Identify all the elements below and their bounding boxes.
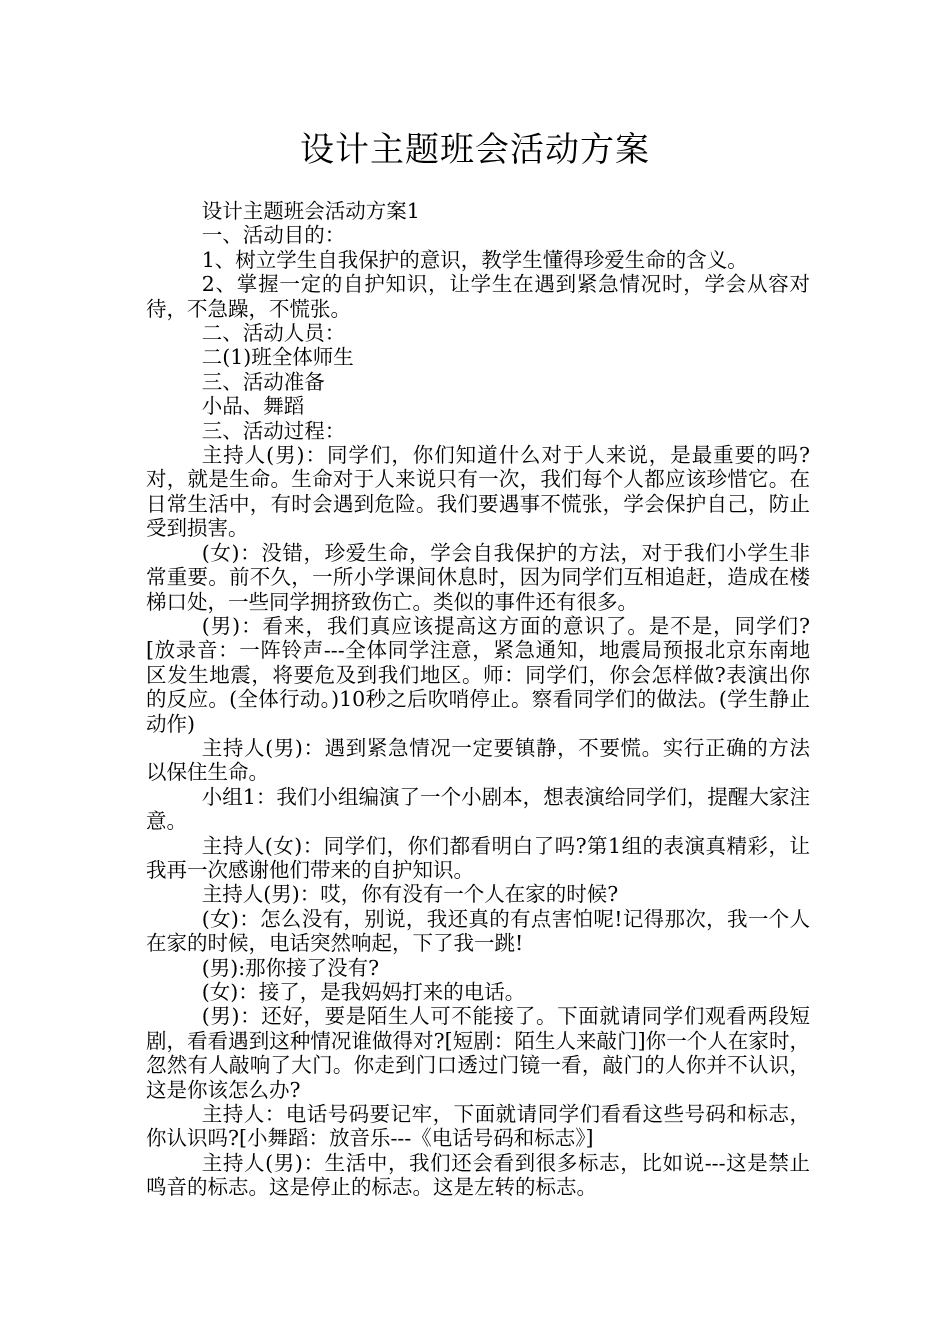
paragraph-section-heading: 设计主题班会活动方案1	[201, 199, 420, 223]
paragraph-dialogue: 主持人(男)：生活中，我们还会看到很多标志，比如说---这是禁止鸣音的标志。这是停止的标志。这是左转的标志。	[146, 1150, 810, 1200]
paragraph-dialogue: (女)：怎么没有，别说，我还真的有点害怕呢!记得那次，我一个人在家的时候，电话突然响起，下了我一跳!	[146, 906, 810, 956]
document-body	[146, 199, 810, 1200]
paragraph-dialogue: 主持人(女)：同学们，你们都看明白了吗?第1组的表演真精彩，让我再一次感谢他们带来的自护知识。	[146, 833, 810, 882]
paragraph-dialogue: 主持人(男)：哎，你有没有一个人在家的时候?	[201, 882, 619, 907]
paragraph-participants-heading: 二、活动人员：	[201, 321, 346, 346]
paragraph-dialogue: 主持人：电话号码要记牢，下面就请同学们看看这些号码和标志，你认识吗?[小舞蹈：放音乐---《电话号码和标志》]	[146, 1102, 810, 1151]
paragraph-dialogue: 主持人(男)：遇到紧急情况一定要镇静，不要慌。实行正确的方法以保住生命。	[146, 735, 810, 785]
paragraph-dialogue: 小组1：我们小组编演了一个小剧本，想表演给同学们，提醒大家注意。	[146, 784, 810, 834]
paragraph-dialogue: (男):那你接了没有?	[201, 955, 380, 980]
paragraph-dialogue: (男)：还好，要是陌生人可不能接了。下面就请同学们观看两段短剧，看看遇到这种情况谁做得对?[短剧：陌生人来敲门]你一个人在家时，忽然有人敲响了大门。你走到门口透过门镜一看，敲门的人你并不认识，这是你该怎么办?	[146, 1004, 810, 1102]
paragraph-purpose-2: 2、掌握一定的自护知识，让学生在遇到紧急情况时，学会从容对待，不急躁，不慌张。	[146, 272, 810, 321]
paragraph-purpose-heading: 一、活动目的：	[201, 223, 346, 248]
paragraph-dialogue: (女)：没错，珍爱生命，学会自我保护的方法，对于我们小学生非常重要。前不久，一所小学课间休息时，因为同学们互相追赶，造成在楼梯口处，一些同学拥挤致伤亡。类似的事件还有很多。	[146, 540, 810, 614]
paragraph-preparation: 小品、舞蹈	[201, 394, 305, 419]
paragraph-purpose-1: 1、树立学生自我保护的意识，教学生懂得珍爱生命的含义。	[201, 247, 748, 272]
paragraph-process-heading: 三、活动过程：	[201, 418, 346, 443]
document-title: 设计主题班会活动方案	[300, 130, 650, 170]
paragraph-dialogue: (女)：接了，是我妈妈打来的电话。	[201, 980, 526, 1004]
paragraph-preparation-heading: 三、活动准备	[201, 369, 325, 394]
paragraph-dialogue: (男)：看来，我们真应该提高这方面的意识了。是不是，同学们?[放录音：一阵铃声---全体同学注意，紧急通知，地震局预报北京东南地区发生地震，将要危及到我们地区。师：同学们，你会怎样做?表演出你的反应。(全体行动。)10秒之后吹哨停止。察看同学们的做法。(学生静止动作)	[146, 613, 810, 736]
paragraph-participants: 二(1)班全体师生	[201, 345, 354, 370]
paragraph-dialogue: 主持人(男)：同学们，你们知道什么对于人来说，是最重要的吗?对，就是生命。生命对于人来说只有一次，我们每个人都应该珍惜它。在日常生活中，有时会遇到危险。我们要遇事不慌张，学会保护自己，防止受到损害。	[146, 443, 810, 541]
